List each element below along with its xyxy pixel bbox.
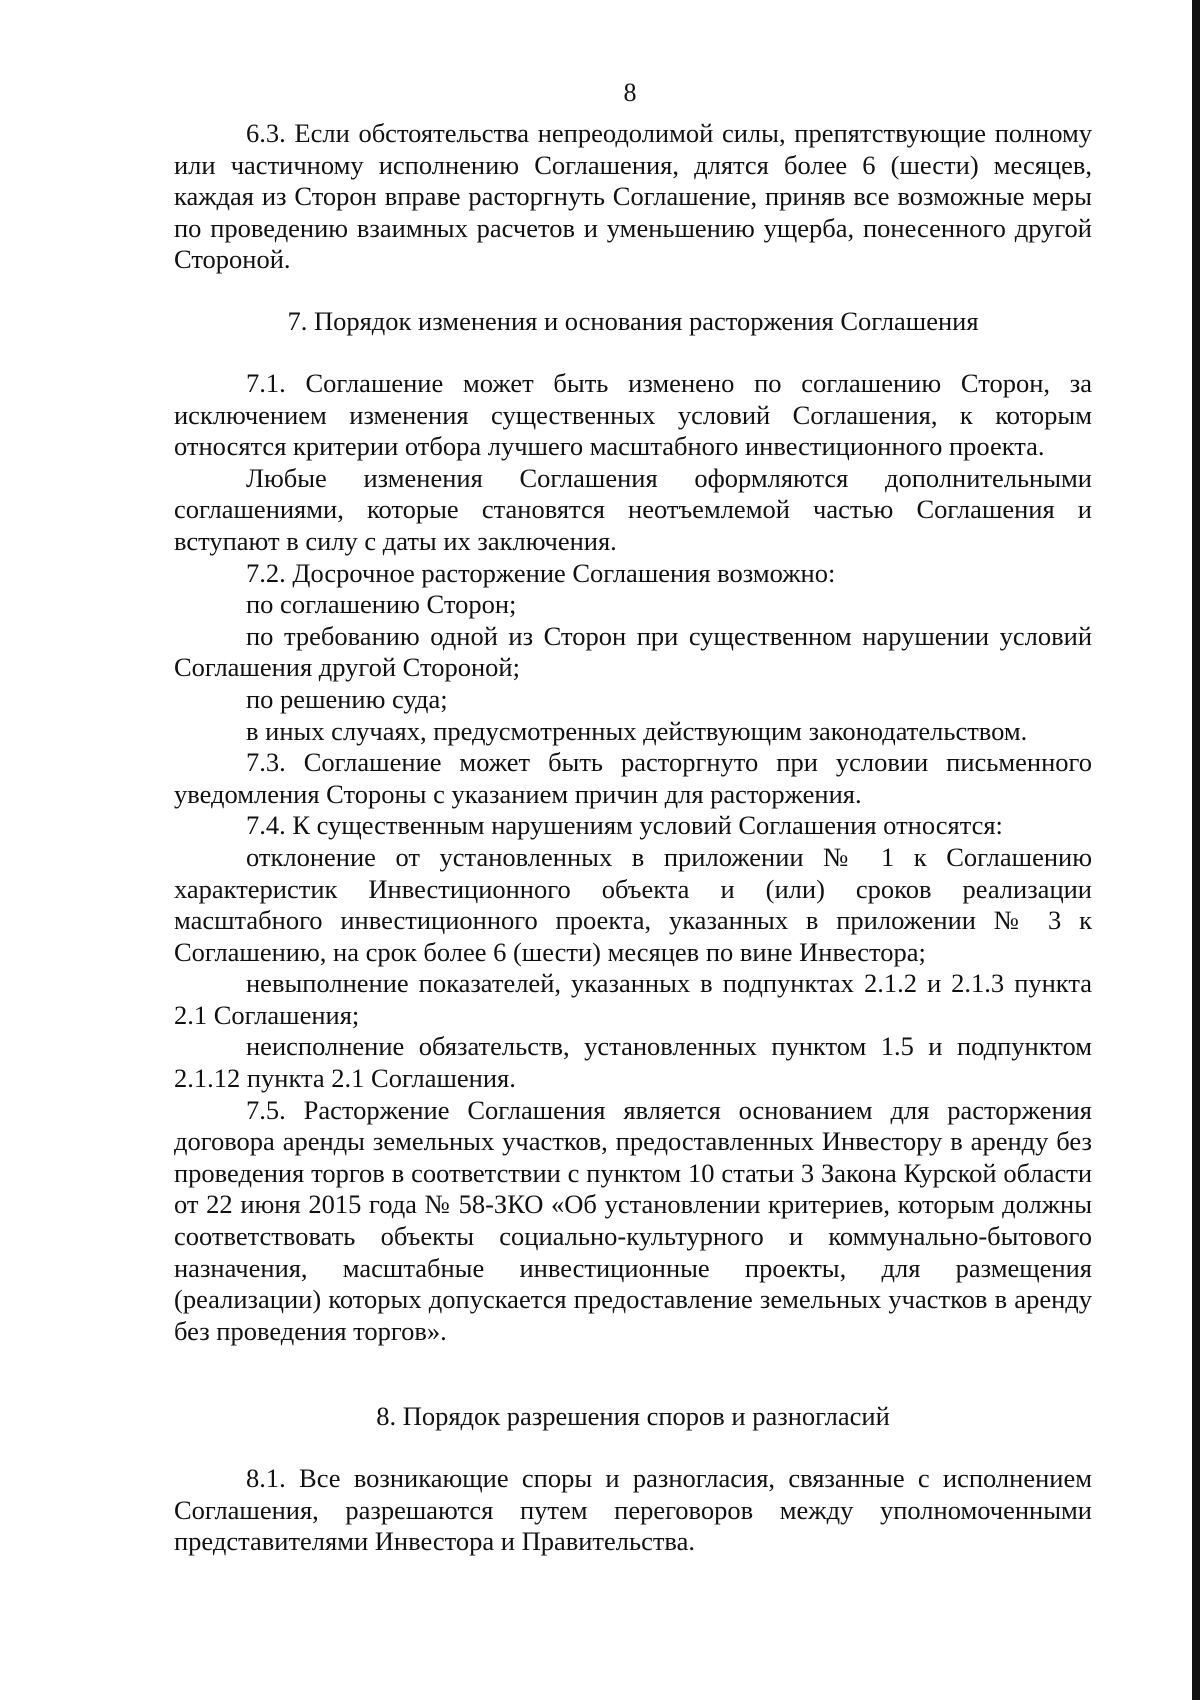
paragraph-6-3: 6.3. Если обстоятельства непреодолимой силы, препятствующие полному или частичному исполнению Соглашения, длятся более 6 (шести) месяцев, каждая из Сторон вправе расторгнуть Соглашение, приняв все возможные меры по проведению взаимных расчетов и уменьшению ущерба, понесенного другой Стороной. [174, 118, 1092, 275]
paragraph-7-4-item-3: неисполнение обязательств, установленных пунктом 1.5 и подпунктом 2.1.12 пункта 2.1 Соглашения. [174, 1031, 1092, 1094]
paragraph-7-4: 7.4. К существенным нарушениям условий Соглашения относятся: [246, 810, 1003, 841]
paragraph-7-5: 7.5. Расторжение Соглашения является основанием для расторжения договора аренды земельных участков, предоставленных Инвестору в аренду без проведения торгов в соответствии с пунктом 10 статьи 3 Закона Курской области от 22 июня 2015 года № 58-ЗКО «Об установлении критериев, которым должны соответствовать объекты социально-культурного и коммунально-бытового назначения, масштабные инвестиционные проекты, для размещения (реализации) которых допускается предоставление земельных участков в аренду без проведения торгов». [174, 1094, 1092, 1346]
paragraph-7-1-changes: Любые изменения Соглашения оформляются дополнительными соглашениями, которые становятся неотъемлемой частью Соглашения и вступают в силу с даты их заключения. [174, 462, 1092, 556]
paragraph-7-2: 7.2. Досрочное расторжение Соглашения возможно: [246, 557, 836, 588]
paragraph-7-4-item-2: невыполнение показателей, указанных в подпунктах 2.1.2 и 2.1.3 пункта 2.1 Соглашения; [174, 968, 1092, 1030]
paragraph-7-2-item-4: в иных случаях, предусмотренных действующим законодательством. [246, 715, 1028, 746]
section-8-title: 8. Порядок разрешения споров и разногласий [376, 1401, 890, 1431]
section-7-title: 7. Порядок изменения и основания расторжения Соглашения [287, 306, 979, 336]
paragraph-8-1: 8.1. Все возникающие споры и разногласия, связанные с исполнением Соглашения, разрешаются путем переговоров между уполномоченными представителями Инвестора и Правительства. [174, 1463, 1092, 1557]
section-6-block [174, 118, 1092, 276]
paragraph-7-3: 7.3. Соглашение может быть расторгнуто при условии письменного уведомления Стороны с указанием причин для расторжения. [174, 747, 1092, 809]
page-number: 8 [623, 78, 637, 107]
scan-edge [1192, 0, 1200, 1700]
paragraph-7-2-item-3: по решению суда; [246, 683, 448, 714]
paragraph-7-2-item-2: по требованию одной из Сторон при существенном нарушении условий Соглашения другой Стороной; [174, 620, 1092, 683]
paragraph-7-2-item-1: по соглашению Сторон; [246, 589, 517, 620]
section-7-block [174, 368, 1092, 1347]
section-8-block [174, 1463, 1092, 1558]
paragraph-7-1: 7.1. Соглашение может быть изменено по соглашению Сторон, за исключением изменения существенных условий Соглашения, к которым относятся критерии отбора лучшего масштабного инвестиционного проекта. [174, 368, 1092, 462]
paragraph-7-4-item-1: отклонение от установленных в приложении № 1 к Соглашению характеристик Инвестиционного объекта и (или) сроков реализации масштабного инвестиционного проекта, указанных в приложении № 3 к Соглашению, на срок более 6 (шести) месяцев по вине Инвестора; [174, 841, 1092, 967]
